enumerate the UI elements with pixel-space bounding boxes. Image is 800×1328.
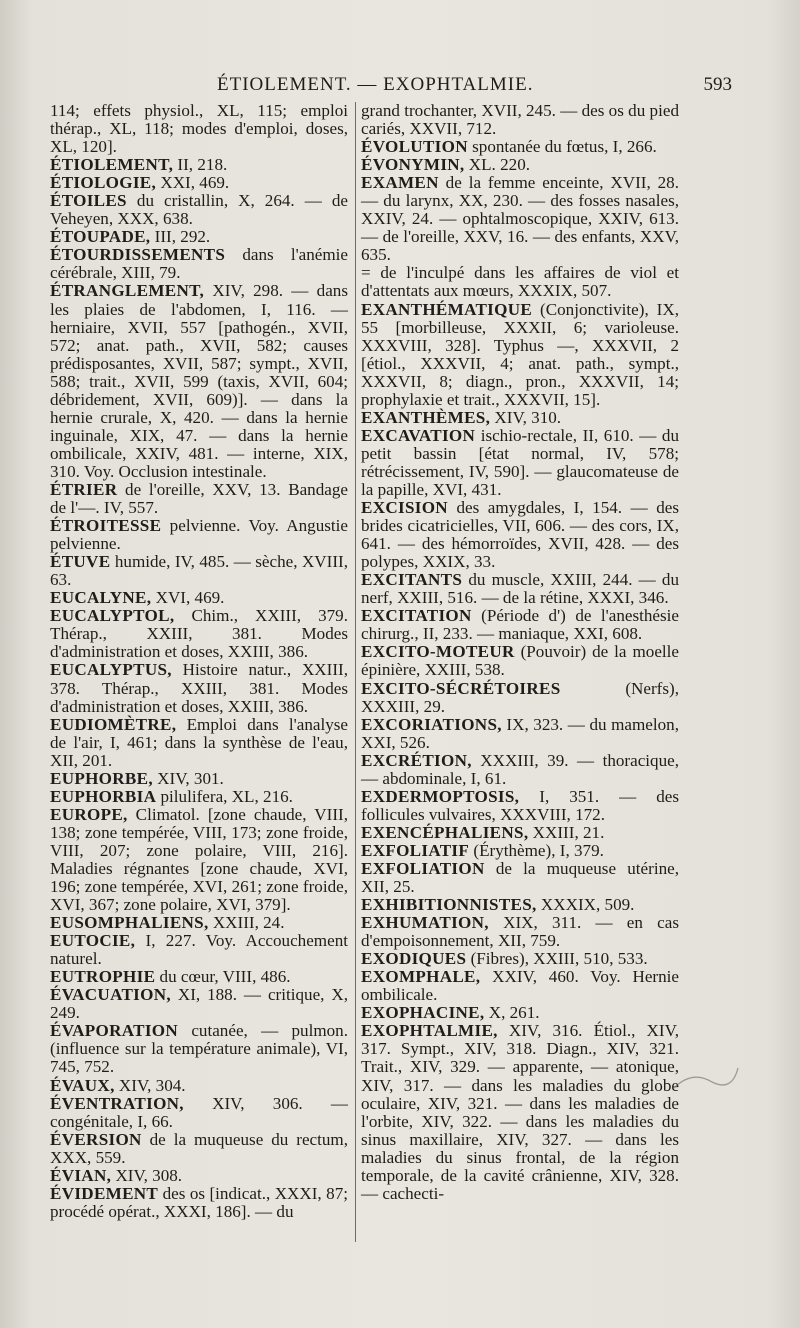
entry-text: XIV, 301. (152, 768, 224, 788)
entry-text: de la muqueuse du rectum, XXX, 559. (50, 1129, 348, 1167)
index-entry (50, 968, 348, 986)
entry-headword: EUPHORBIA (50, 786, 157, 806)
index-entry (361, 301, 679, 409)
entry-text: XXI, 469. (156, 173, 230, 193)
entry-text: I, 351. — des follicules vulvaires, XXXVIII, 172. (361, 786, 679, 824)
column-divider (355, 102, 356, 1242)
entry-text: dans l'anémie cérébrale, XIII, 79. (50, 245, 348, 283)
index-entry (50, 661, 348, 715)
index-entry (361, 680, 679, 716)
entry-text: XIV, 308. (111, 1165, 183, 1185)
index-entry (50, 174, 348, 192)
entry-headword: EXFOLIATION (361, 858, 485, 878)
entry-text: XXXIX, 509. (536, 895, 635, 915)
index-entry (50, 716, 348, 770)
index-entry (361, 174, 679, 264)
index-entry (50, 1077, 348, 1095)
entry-headword: EXOPHTALMIE, (361, 1021, 498, 1041)
entry-text: XXXIII, 39. — thoracique, — abdominale, I, 61. (361, 750, 679, 788)
entry-text: de l'oreille, XXV, 13. Bandage de l'—. IV, 557. (50, 479, 348, 518)
index-entry (50, 1131, 348, 1167)
entry-headword: ÉVIAN, (50, 1165, 112, 1185)
pencil-margin-mark (672, 1060, 742, 1110)
index-entry (361, 914, 679, 950)
entry-headword: EUTROPHIE (50, 967, 156, 987)
entry-headword: EXHIBITIONNISTES, (361, 895, 537, 915)
entry-headword: EXANTHÉMATIQUE (361, 299, 533, 319)
entry-text: Emploi dans l'analyse de l'air, I, 461; dans la synthèse de l'eau, XII, 201. (50, 714, 348, 770)
entry-text: XI, 188. — critique, X, 249. (50, 985, 348, 1023)
entry-headword: ÉVENTRATION, (50, 1093, 184, 1113)
left-column (50, 102, 348, 1221)
index-entry (50, 932, 348, 968)
entry-headword: EXHUMATION, (361, 913, 489, 933)
entry-headword: EUCALYPTUS, (50, 660, 172, 680)
entry-text: XIV, 316. Étiol., XIV, 317. Sympt., XIV, 318. Diagn., XIV, 321. Trait., XIV, 329. — apparente, — atonique, XIV, 317. — dans les maladies du globe oculaire, XIV, 321. — dans les maladies de l'orbite, XIV, 322. — dans les maladies du sinus maxillaire, XIV, 327. — dans les maladies du sinus frontal, de la région temporale, de la cavité crânienne, XIV, 328. — cachecti- (361, 1021, 679, 1203)
entry-headword: ÉTROITESSE (50, 516, 162, 536)
index-entry (50, 589, 348, 607)
entry-headword: EXCITATION (361, 606, 472, 626)
entry-text: XXIII, 21. (528, 822, 605, 842)
entry-headword: EXOMPHALE, (361, 967, 481, 987)
entry-headword: EXCITANTS (361, 570, 463, 590)
index-entry (50, 806, 348, 914)
index-entry (50, 1095, 348, 1131)
entry-text: grand trochanter, XVII, 245. — des os du pied cariés, XXVII, 712. (361, 101, 679, 139)
index-entry (50, 770, 348, 788)
entry-headword: EUTOCIE, (50, 931, 136, 951)
index-entry (50, 1022, 348, 1076)
entry-headword: EXANTHÈMES, (361, 407, 491, 427)
index-entry (361, 264, 679, 300)
entry-headword: EXCAVATION (361, 425, 476, 445)
entry-text: du cœur, VIII, 486. (155, 967, 291, 987)
index-entry (361, 842, 679, 860)
index-entry (50, 282, 348, 481)
entry-headword: ÉVAPORATION (50, 1021, 179, 1041)
entry-text: IX, 323. — du mamelon, XXI, 526. (361, 714, 679, 752)
entry-headword: ÉTOURDISSEMENTS (50, 245, 226, 265)
entry-text: (Période d') de l'anesthésie chirurg., II, 233. — maniaque, XXI, 608. (361, 606, 679, 644)
entry-text: II, 218. (173, 155, 228, 175)
entry-headword: EUPHORBE, (50, 768, 153, 788)
index-entry (361, 968, 679, 1004)
entry-text: I, 227. Voy. Accouchement naturel. (50, 931, 348, 969)
entry-headword: ÉTIOLEMENT, (50, 155, 174, 175)
entry-text: (Conjonctivite), IX, 55 [morbilleuse, XXXII, 6; varioleuse. XXXVIII, 328]. Typhus —, XXXVII, 2 [étiol., XXXVII, 4; anat. path., sympt., XXXVII, 8; diagn., pron., XXXVII, 14; prophylaxie et trait., XXXVII, 15]. (361, 299, 679, 409)
index-entry (50, 246, 348, 282)
entry-text: des os [indicat., XXXI, 87; procédé opérat., XXXI, 186]. — du (50, 1183, 348, 1221)
entry-headword: EUCALYPTOL, (50, 606, 175, 626)
entry-headword: EXCORIATIONS, (361, 714, 502, 734)
entry-text: XL. 220. (464, 155, 531, 175)
index-entry (361, 896, 679, 914)
index-entry (50, 986, 348, 1022)
index-entry (361, 752, 679, 788)
index-entry (50, 156, 348, 174)
entry-text: (Érythème), I, 379. (469, 840, 604, 860)
index-entry (361, 643, 679, 679)
entry-text: humide, IV, 485. — sèche, XVIII, 63. (50, 552, 348, 590)
index-entry (361, 716, 679, 752)
entry-text: des amygdales, I, 154. — des brides cicatricielles, VII, 606. — des cors, IX, 641. — des hémorroïdes, XVII, 428. — des polypes, XXIX, 33. (361, 498, 679, 572)
entry-text: = de l'inculpé dans les affaires de viol et d'attentats aux mœurs, XXXIX, 507. (361, 263, 679, 301)
entry-text: du cristallin, X, 264. — de Veheyen, XXX, 638. (50, 191, 348, 229)
index-entry (361, 102, 679, 138)
index-entry (50, 1185, 348, 1221)
entry-headword: ÉTIOLOGIE, (50, 173, 157, 193)
entry-headword: ÉTRIER (50, 479, 118, 499)
index-entry (361, 1004, 679, 1022)
index-entry (361, 427, 679, 499)
entry-text: (Pouvoir) de la moelle épinière, XXIII, 538. (361, 642, 679, 680)
entry-headword: EXOPHACINE, (361, 1003, 485, 1023)
index-entry (50, 192, 348, 228)
entry-headword: ÉVIDEMENT (50, 1183, 159, 1203)
index-entry (361, 499, 679, 571)
entry-headword: EXCITO-MOTEUR (361, 642, 515, 662)
index-entry (361, 788, 679, 824)
entry-text: XXIV, 460. Voy. Hernie ombilicale. (361, 967, 679, 1005)
entry-headword: ÉTOUPADE, (50, 227, 151, 247)
index-entry (361, 1022, 679, 1202)
index-entry (50, 481, 348, 517)
entry-text: pelvienne. Voy. Angustie pelvienne. (50, 516, 348, 554)
entry-text: pilulifera, XL, 216. (156, 786, 293, 806)
entry-text: spontanée du fœtus, I, 266. (467, 137, 657, 157)
entry-text: 114; effets physiol., XL, 115; emploi thérap., XL, 118; modes d'emploi, doses, XL, 120]. (50, 101, 348, 157)
entry-headword: ÉVOLUTION (361, 137, 468, 157)
index-entry (361, 409, 679, 427)
entry-headword: EXFOLIATIF (361, 840, 470, 860)
index-entry (50, 1167, 348, 1185)
entry-headword: EXODIQUES (361, 949, 467, 969)
index-entry (361, 824, 679, 842)
entry-headword: EUCALYNE, (50, 588, 152, 608)
entry-headword: ÉVAUX, (50, 1075, 115, 1095)
entry-headword: EUDIOMÈTRE, (50, 714, 177, 734)
index-entry (50, 914, 348, 932)
entry-text: cutanée, — pulmon. (influence sur la température animale), VI, 745, 752. (50, 1021, 348, 1077)
entry-text: XIV, 310. (490, 407, 562, 427)
page-number: 593 (703, 74, 732, 95)
entry-headword: ÉVONYMIN, (361, 155, 465, 175)
entry-headword: EUSOMPHALIENS, (50, 913, 209, 933)
entry-headword: ÉTOILES (50, 191, 127, 211)
entry-text: de la femme enceinte, XVII, 28. — du larynx, XX, 230. — des fosses nasales, XXIV, 24. — ophtalmoscopique, XXIV, 613. — de l'oreille, XXV, 16. — des enfants, XXV, 635. (361, 173, 679, 265)
entry-text: III, 292. (150, 227, 211, 247)
entry-headword: EXDERMOPTOSIS, (361, 786, 520, 806)
right-column (361, 102, 679, 1203)
index-entry (361, 860, 679, 896)
entry-text: (Nerfs), XXXIII, 29. (361, 678, 679, 716)
index-entry (50, 788, 348, 806)
index-entry (50, 517, 348, 553)
entry-headword: EXCITO-SÉCRÉTOIRES (361, 678, 561, 698)
entry-text: XIX, 311. — en cas d'empoisonnement, XII, 759. (361, 913, 679, 951)
entry-text: X, 261. (484, 1003, 540, 1023)
entry-headword: EXENCÉPHALIENS, (361, 822, 529, 842)
entry-text: (Fibres), XXIII, 510, 533. (466, 949, 648, 969)
entry-headword: EUROPE, (50, 804, 128, 824)
index-entry (50, 607, 348, 661)
entry-headword: EXAMEN (361, 173, 439, 193)
entry-text: XIV, 304. (114, 1075, 186, 1095)
entry-headword: ÉTRANGLEMENT, (50, 281, 205, 301)
entry-text: de la muqueuse utérine, XII, 25. (361, 858, 679, 897)
entry-headword: EXCRÉTION, (361, 750, 472, 770)
index-entry (50, 553, 348, 589)
index-entry (50, 102, 348, 156)
index-entry (361, 950, 679, 968)
entry-headword: ÉVACUATION, (50, 985, 171, 1005)
running-title: ÉTIOLEMENT. — EXOPHTALMIE. (217, 74, 534, 95)
entry-text: Climatol. [zone chaude, VIII, 138; zone tempérée, VIII, 173; zone froide, VIII, 207; zone polaire, VIII, 216]. Maladies régnantes [zone chaude, XVI, 196; zone tempérée, XVI, 261; zone froide, XVI, 367; zone polaire, XVI, 379]. (50, 804, 348, 915)
entry-text: Chim., XXIII, 379. Thérap., XXIII, 381. Modes d'administration et doses, XXIII, 386. (50, 606, 348, 662)
entry-text: ischio-rectale, II, 610. — du petit bassin [état normal, IV, 578; rétrécissement, IV, 590]. — glaucomateuse de la papille, XVI, 431. (361, 425, 679, 499)
entry-headword: ÉTUVE (50, 552, 111, 572)
entry-text: XIV, 298. — dans les plaies de l'abdomen, I, 116. — herniaire, XVII, 557 [pathogén., XVII, 572; anat. path., XVII, 582; causes prédisposantes, XVII, 587; sympt., XVII, 588; trait., XVII, 599 (taxis, XVII, 604; débridement, XVII, 609)]. — dans la hernie crurale, X, 420. — dans la hernie inguinale, XIX, 47. — dans la hernie ombilicale, XXIV, 481. — interne, XIX, 310. Voy. Occlusion intestinale. (50, 281, 348, 481)
entry-text: XVI, 469. (151, 588, 225, 608)
running-head (52, 74, 732, 98)
index-entry (361, 138, 679, 156)
index-entry (361, 571, 679, 607)
entry-text: XXIII, 24. (208, 913, 285, 933)
entry-text: du muscle, XXIII, 244. — du nerf, XXIII, 516. — de la rétine, XXXI, 346. (361, 570, 679, 608)
index-entry (361, 156, 679, 174)
entry-text: Histoire natur., XXIII, 378. Thérap., XXIII, 381. Modes d'administration et doses, XXIII, 386. (50, 660, 348, 716)
entry-headword: EXCISION (361, 498, 448, 518)
index-entry (361, 607, 679, 643)
entry-headword: ÉVERSION (50, 1129, 142, 1149)
entry-text: XIV, 306. — congénitale, I, 66. (50, 1093, 348, 1131)
index-entry (50, 228, 348, 246)
